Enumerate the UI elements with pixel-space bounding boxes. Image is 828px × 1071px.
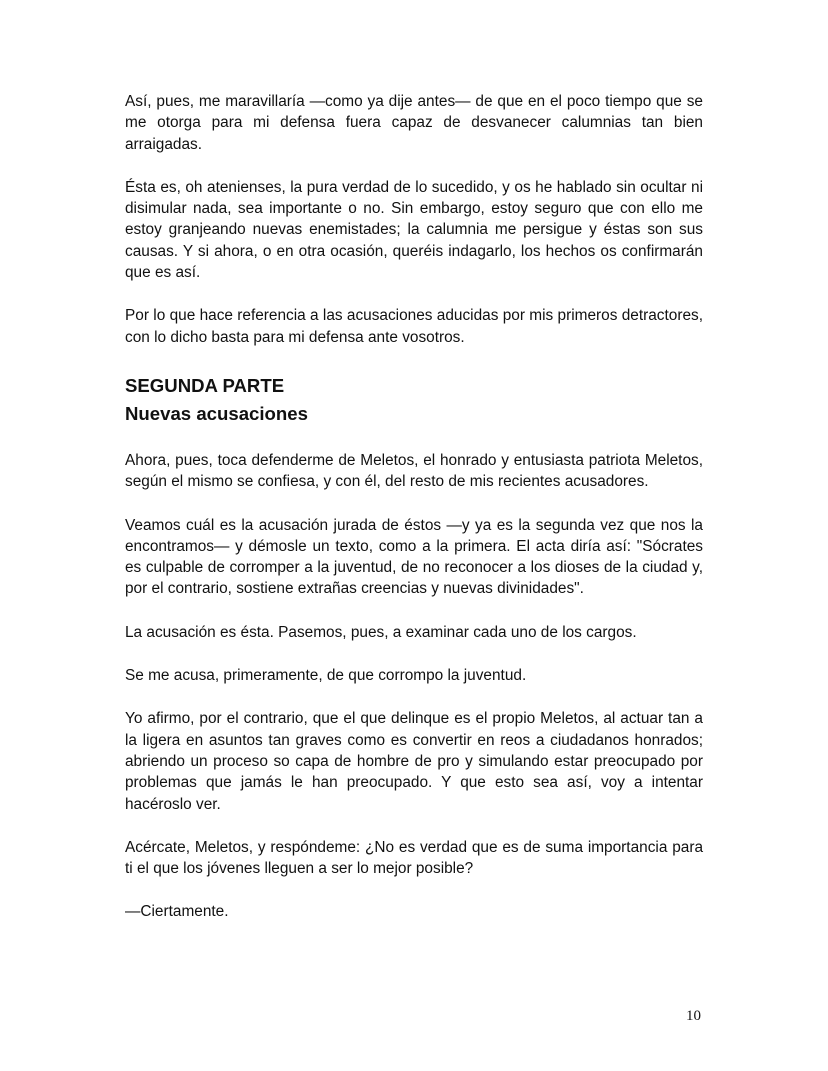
page-body	[125, 91, 703, 945]
paragraph: Ésta es, oh atenienses, la pura verdad de lo sucedido, y os he hablado sin ocultar ni disimular nada, sea importante o no. Sin embargo, estoy seguro que con ello me estoy granjeando nuevas enemistades; la calumnia me persigue y éstas son sus causas. Y si ahora, o en otra ocasión, queréis indagarlo, los hechos os confirmarán que es así.	[125, 178, 703, 282]
paragraph: Veamos cuál es la acusación jurada de éstos —y ya es la segunda vez que nos la encontramos— y démosle un texto, como a la primera. El acta diría así: "Sócrates es culpable de corromper a la juventud, de no reconocer a los dioses de la ciudad y, por el contrario, sostiene extrañas creencias y nuevas divinidades".	[125, 516, 703, 598]
paragraph: —Ciertamente.	[125, 903, 229, 921]
paragraph: Por lo que hace referencia a las acusaciones aducidas por mis primeros detractores, con lo dicho basta para mi defensa ante vosotros.	[125, 307, 703, 346]
section-subtitle: Nuevas acusaciones	[125, 402, 308, 424]
paragraph: Acércate, Meletos, y respóndeme: ¿No es verdad que es de suma importancia para ti el que los jóvenes lleguen a ser lo mejor posible?	[125, 838, 703, 878]
section-heading	[125, 372, 703, 428]
paragraph: Así, pues, me maravillaría —como ya dije antes— de que en el poco tiempo que se me otorga para mi defensa fuera capaz de desvanecer calumnias tan bien arraigadas.	[125, 93, 703, 153]
section-title: SEGUNDA PARTE	[125, 374, 285, 396]
paragraph: Yo afirmo, por el contrario, que el que delinque es el propio Meletos, al actuar tan a la ligera en asuntos tan graves como es convertir en reos a ciudadanos honrados; abriendo un proceso so capa de hombre de pro y simulando estar preocupado por problemas que jamás le han preocupado. Y que esto sea así, voy a intentar hacéroslo ver.	[125, 710, 703, 813]
paragraph: La acusación es ésta. Pasemos, pues, a examinar cada uno de los cargos.	[125, 623, 637, 641]
page-number: 10	[686, 1008, 701, 1024]
paragraph: Ahora, pues, toca defenderme de Meletos, el honrado y entusiasta patriota Meletos, según el mismo se confiesa, y con él, del resto de mis recientes acusadores.	[125, 451, 703, 491]
paragraph: Se me acusa, primeramente, de que corrompo la juventud.	[125, 667, 527, 685]
